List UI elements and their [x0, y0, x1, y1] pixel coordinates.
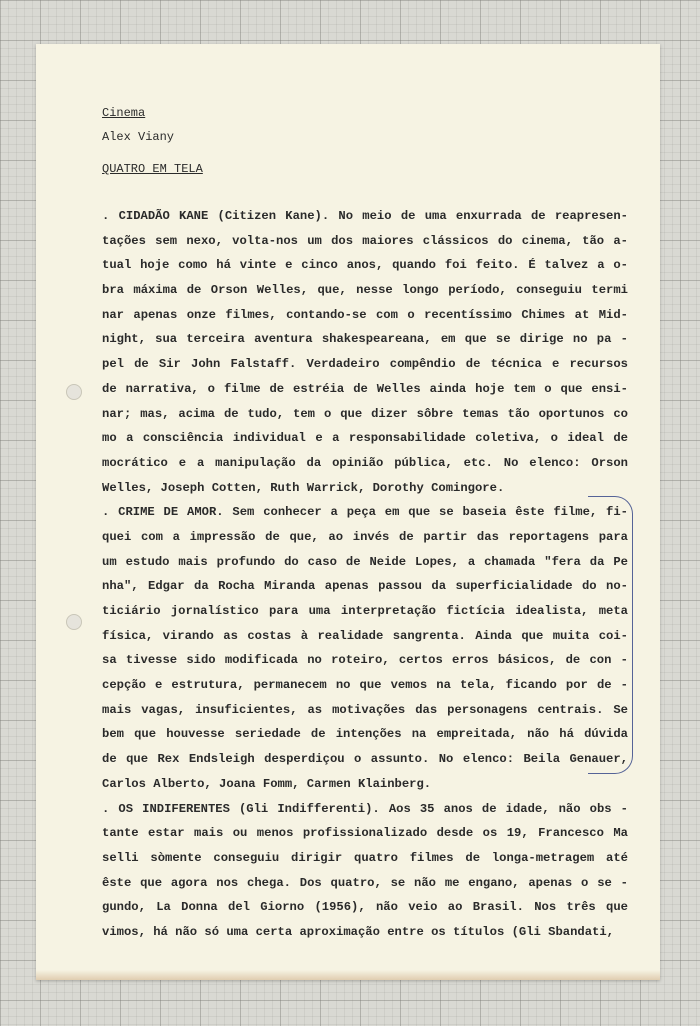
text-line: quei com a impressão de que, ao invés de partir das reportagens para — [102, 529, 628, 544]
punch-hole-bottom — [66, 614, 82, 630]
text-line: tante estar mais ou menos profissionalizado desde os 19, Francesco Ma — [102, 826, 628, 841]
text-line: . CRIME DE AMOR. Sem conhecer a peça em que se baseia êste filme, fi- — [102, 505, 628, 520]
text-line: cepção e estrutura, permanecem no que vemos na tela, ficando por de - — [102, 678, 628, 693]
typed-page — [36, 44, 660, 980]
text-line: nha", Edgar da Rocha Miranda apenas passou da superficialidade do no- — [102, 579, 628, 594]
text-line: êste que agora nos chega. Dos quatro, se não me engano, apenas o se - — [102, 875, 628, 890]
text-line: física, virando as costas à realidade sangrenta. Ainda que muita coi- — [102, 628, 628, 643]
text-line: ticiário jornalístico para uma interpretação fictícia idealista, meta — [102, 604, 628, 618]
text-line: nar; mas, acima de tudo, tem o que dizer sôbre temas tão oportunos co — [102, 406, 628, 421]
section-label: Cinema — [102, 106, 146, 120]
text-line: night, sua terceira aventura shakespeareana, em que se dirige no pa - — [102, 332, 628, 347]
text-line: gundo, La Donna del Giorno (1956), não veio ao Brasil. Nos três que — [102, 900, 628, 915]
text-line: bem que houvesse seriedade de intenções na empreitada, não há dúvida — [102, 727, 628, 742]
text-line: pel de Sir John Falstaff. Verdadeiro compêndio de técnica e recursos — [102, 357, 628, 372]
text-line: tações sem nexo, volta-nos um dos maiores clássicos do cinema, tão a- — [102, 233, 628, 248]
text-line: um estudo mais profundo do caso de Neide Lopes, a chamada "fera da Pe — [102, 554, 628, 569]
column-title: QUATRO EM TELA — [102, 162, 203, 176]
text-line: selli sòmente conseguiu dirigir quatro filmes de longa-metragem até — [102, 850, 628, 865]
text-line: . OS INDIFERENTES (Gli Indifferenti). Aos 35 anos de idade, não obs - — [102, 801, 628, 816]
text-line: de narrativa, o filme de estréia de Welles ainda hoje tem o que ensi- — [102, 381, 628, 396]
text-line: bra máxima de Orson Welles, que, nesse longo período, conseguiu termi — [102, 283, 628, 298]
text-line: de que Rex Endsleigh desperdiçou o assunto. No elenco: Beila Genauer, — [102, 752, 628, 767]
handwritten-bracket-mark — [588, 496, 633, 774]
text-line: vimos, há não só uma certa aproximação entre os títulos (Gli Sbandati, — [102, 924, 614, 939]
text-line: mais vagas, insuficientes, as motivações das personagens centrais. Se — [102, 702, 628, 717]
text-line: mo a consciência individual e a responsabilidade coletiva, o ideal de — [102, 431, 628, 446]
text-line: nar apenas onze filmes, contando-se com o recentíssimo Chimes at Mid- — [102, 307, 628, 322]
text-line: sa tivesse sido modificada no roteiro, certos erros básicos, de con - — [102, 653, 628, 668]
punch-hole-top — [66, 384, 82, 400]
text-line: . CIDADÃO KANE (Citizen Kane). No meio de uma enxurrada de reapresen- — [102, 209, 628, 223]
column-body — [102, 204, 628, 945]
text-line: tual hoje como há vinte e cinco anos, quando foi feito. É talvez a o- — [102, 258, 628, 273]
author-name: Alex Viany — [102, 130, 175, 144]
text-line: mocrático e a manipulação da opinião pública, etc. No elenco: Orson — [102, 455, 628, 470]
text-line: Welles, Joseph Cotten, Ruth Warrick, Dorothy Comingore. — [102, 480, 505, 495]
text-line: Carlos Alberto, Joana Fomm, Carmen Klainberg. — [102, 776, 432, 791]
